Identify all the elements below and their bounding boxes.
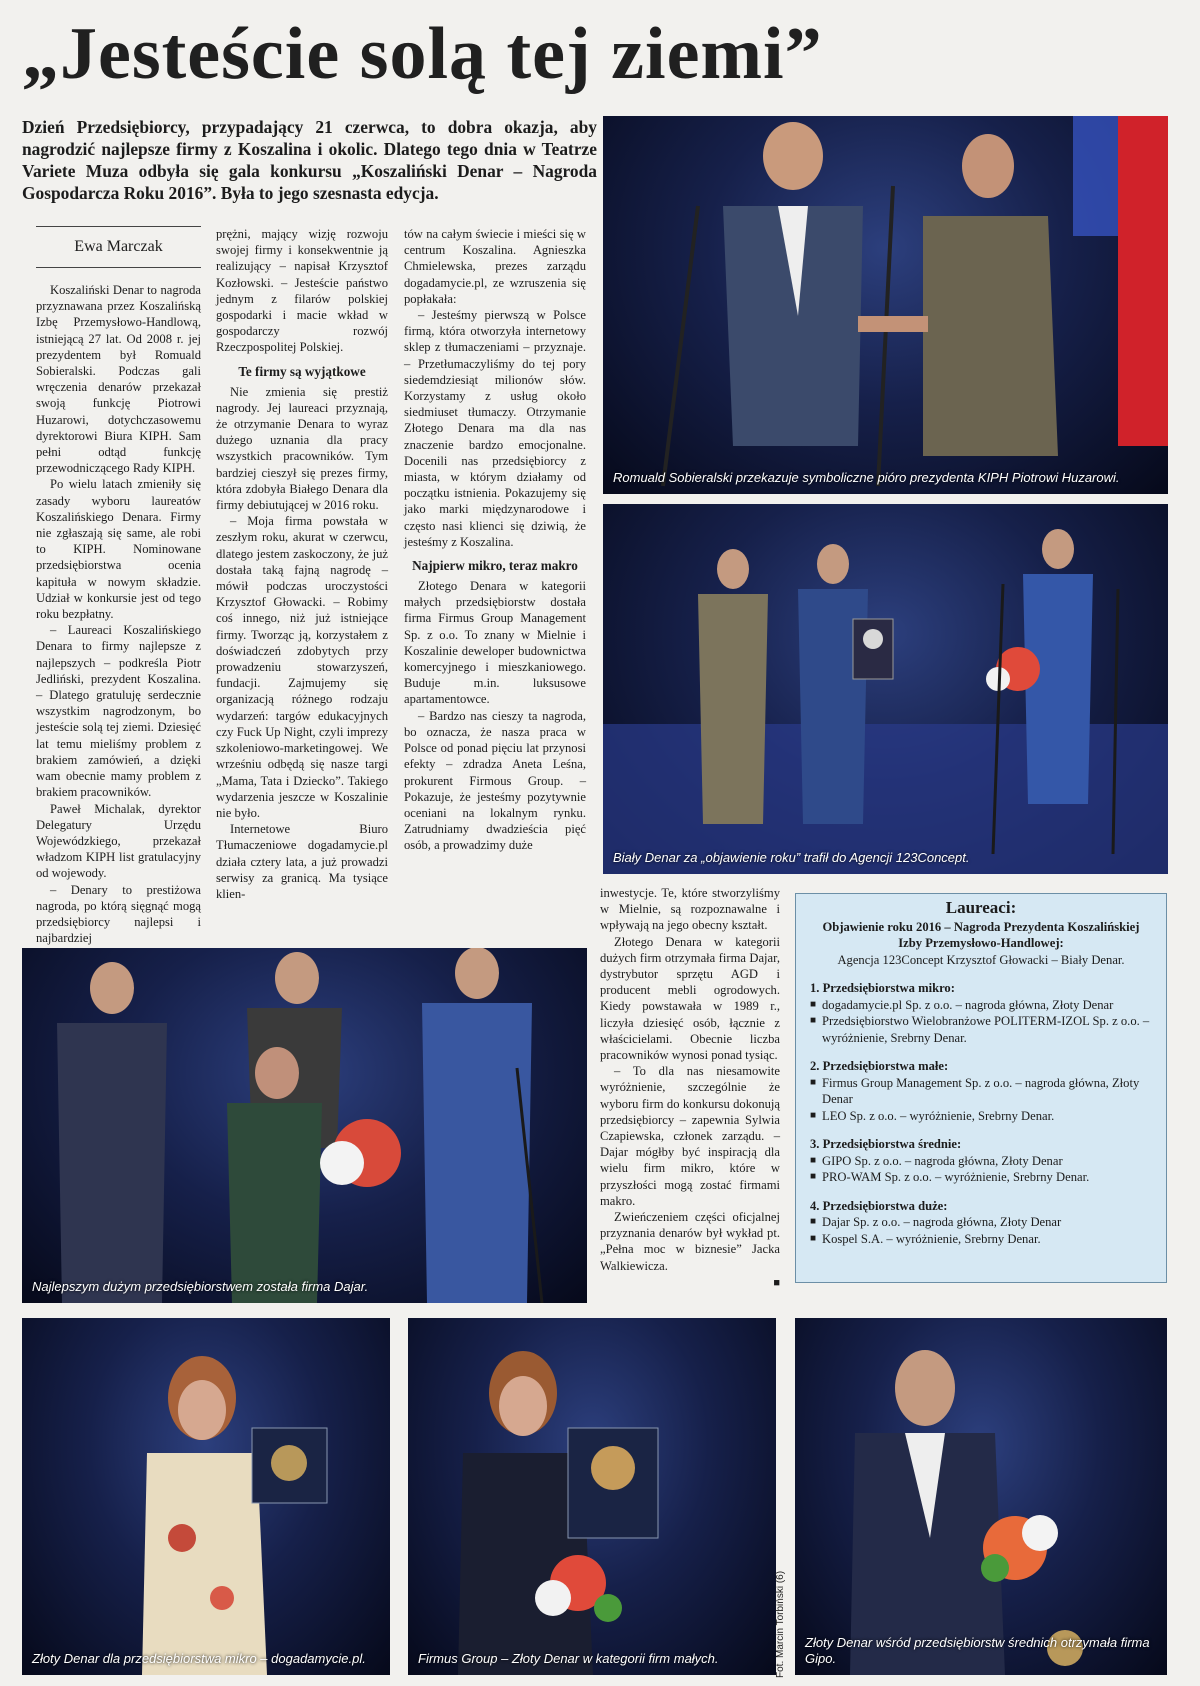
winner-list — [810, 1075, 1152, 1125]
photo-dajar — [22, 948, 587, 1303]
article-column-3 — [404, 226, 586, 854]
photo-mikro — [22, 1318, 390, 1675]
photo-illustration — [22, 948, 587, 1303]
paragraph: inwestycje. Te, które stworzyliśmy w Mielnie, są rozpoznawalne i wpływają na jego obecny kształt. — [600, 886, 780, 933]
paragraph: – Bardzo nas cieszy ta nagroda, bo oznacza, że nasza praca w Polsce od ponad pięciu lat przynosi efekty – zdradza Aneta Leśna, prokurent Firmous Group. – Pokazuje, że jesteśmy pozytywnie oceniani na lokalnym rynku. Zatrudniamy dwadzieścia pięć osób, a prowadzimy duże — [404, 708, 586, 853]
article-column-2 — [216, 226, 388, 902]
end-mark: ■ — [773, 1276, 780, 1289]
photo-credit: Fot. Marcin Torbiński (6) — [775, 1570, 786, 1678]
category-heading: 4. Przedsiębiorstwa duże: — [810, 1198, 948, 1213]
lead-paragraph: Dzień Przedsiębiorcy, przypadający 21 czerwca, to dobra okazja, aby nagrodzić najlepsze firmy z Koszalina i okolic. Dlatego tego dnia w Teatrze Variete Muza odbyła się gala konkursu „Koszaliński Denar – Nagroda Gospodarcza Roku 2016”. Była to jego szesnasta edycja. — [22, 117, 597, 203]
photo-white-denar — [603, 504, 1168, 874]
photo-male — [408, 1318, 776, 1675]
winner-list — [810, 997, 1152, 1047]
paragraph: tów na całym świecie i mieści się w centrum Koszalina. Agnieszka Chmielewska, prezes zarządu dogadamycie.pl, ze wzruszenia się popłakała: — [404, 227, 586, 306]
photo-caption: Najlepszym dużym przedsiębiorstwem została firma Dajar. — [32, 1279, 369, 1294]
winner-item: ■ Kospel S.A. – wyróżnienie, Srebrny Denar. — [810, 1231, 1152, 1248]
paragraph: – Jesteśmy pierwszą w Polsce firmą, która otworzyła internetowy sklep z tłumaczeniami – przyznaje. – Przetłumaczyliśmy do tej pory siedemdziesiąt milionów słów. Korzystamy z usług około siedmiuset tłumaczy. Otrzymanie Złotego Denara ma dla nas znaczenie bardzo emocjonalne. Docenili nas przedsiębiorcy z miasta, w którym działamy od początku istnienia. Pokazujemy się jako marki międzynarodowe i często nasi klienci się dziwią, że jesteśmy z Koszalina. — [404, 308, 586, 549]
photo-illustration — [603, 504, 1168, 874]
subheading: Najpierw mikro, teraz makro — [412, 558, 578, 574]
paragraph: – Denary to prestiżowa nagroda, po którą sięgnąć mogą przedsiębiorcy najlepsi i najbardziej — [36, 882, 201, 946]
paragraph: Nie zmienia się prestiż nagrody. Jej laureaci przyznają, że otrzymanie Denara to wyraz dużego uznania dla pracy wszystkich pracowników. Tym bardziej cieszył się prezes firmy, która zdobyła Białego Denara dla firmy debiutującej w 2016 roku. — [216, 384, 388, 513]
photo-caption: Romuald Sobieralski przekazuje symboliczne pióro prezydenta KIPH Piotrowi Huzarowi. — [613, 470, 1120, 485]
article-column-1 — [36, 282, 201, 946]
headline: „Jesteście solą tej ziemi” — [22, 13, 823, 95]
category-heading: 1. Przedsiębiorstwa mikro: — [810, 981, 955, 995]
article-column-4 — [600, 885, 780, 1291]
laureaci-subtitle: Objawienie roku 2016 – Nagroda Prezydenta Koszalińskiej Izby Przemysłowo-Handlowej: — [822, 919, 1140, 950]
photo-caption: Złoty Denar wśród przedsiębiorstw średnich otrzymała firma Gipo. — [805, 1635, 1150, 1666]
winner-item: ■ GIPO Sp. z o.o. – nagroda główna, Złoty Denar — [810, 1153, 1152, 1170]
paragraph: Złotego Denara w kategorii dużych firm otrzymała firma Dajar, dystrybutor sprzętu AGD i producent mebli ogrodowych. Kiedy powstawała w 1989 r., liczyła dziesięć osób, łącznie z właścicielami. Obecnie liczba pracowników wynosi ponad tysiąc. — [600, 934, 780, 1063]
winner-list — [810, 1153, 1152, 1186]
laureaci-box — [795, 893, 1167, 1283]
photo-srednie — [795, 1318, 1167, 1675]
photo-caption: Biały Denar za „objawienie roku” trafił do Agencji 123Concept. — [613, 850, 970, 865]
winner-item: ■ LEO Sp. z o.o. – wyróżnienie, Srebrny Denar. — [810, 1108, 1152, 1125]
paragraph: – Laureaci Koszalińskiego Denara to firmy najlepsze z najlepszych – podkreśla Piotr Jedliński, prezydent Koszalina. – Dlatego gratuluję serdecznie wszystkim nagrodzonym, bo jesteście solą tej ziemi. Dziesięć lat temu mieliśmy problem z brakiem zamówień, a dzięki wam obecnie mamy problem z brakiem pracowników. — [36, 623, 201, 800]
paragraph: Internetowe Biuro Tłumaczeniowe dogadamycie.pl działa cztery lata, a już prowadzi serwisy za granicą. Ma tysiące klien- — [216, 822, 388, 901]
photo-caption: Złoty Denar dla przedsiębiorstwa mikro – dogadamycie.pl. — [32, 1651, 366, 1666]
laureaci-title: Laureaci: — [945, 898, 1017, 917]
paragraph: Złotego Denara w kategorii małych przedsiębiorstw dostała firma Firmus Group Management Sp. z o.o. To znany w Mielnie i Koszalinie deweloper budownictwa komercyjnego i mieszkaniowego. Buduje m.in. luksusowe apartamentowce. — [404, 579, 586, 707]
photo-illustration — [603, 116, 1168, 494]
subheading: Te firmy są wyjątkowe — [238, 363, 366, 379]
paragraph: prężni, mający wizję rozwoju swojej firmy i konsekwentnie ją realizujący – napisał Krzysztof Kozłowski. – Jesteście państwo jednym z filarów polskiej gospodarki i macie wkład w gospodarczy rozwój Rzeczpospolitej Polskiej. — [216, 227, 388, 355]
author-name: Ewa Marczak — [74, 238, 163, 255]
winner-item: ■ Dajar Sp. z o.o. – nagroda główna, Złoty Denar — [810, 1214, 1152, 1231]
photo-caption: Firmus Group – Złoty Denar w kategorii firm małych. — [418, 1651, 719, 1666]
photo-illustration — [22, 1318, 390, 1675]
photo-illustration — [795, 1318, 1167, 1675]
winner-item: ■ PRO-WAM Sp. z o.o. – wyróżnienie, Srebrny Denar. — [810, 1169, 1152, 1186]
photo-handshake — [603, 116, 1168, 494]
paragraph: Po wielu latach zmieniły się zasady wyboru laureatów Koszalińskiego Denara. Firmy nie zgłaszają się same, ale robi to KIPH. Nominowane przedsiębiorstwa ocenia kapituła w nowym składzie. Udział w konkursie jest od tego roku bezpłatny. — [36, 477, 201, 622]
author-byline — [36, 226, 201, 268]
winner-list — [810, 1214, 1152, 1247]
winner-item: ■ Przedsiębiorstwo Wielobranżowe POLITERM-IZOL Sp. z o.o. – wyróżnienie, Srebrny Denar. — [810, 1013, 1152, 1046]
category-heading: 2. Przedsiębiorstwa małe: — [810, 1059, 949, 1073]
paragraph: Koszaliński Denar to nagroda przyznawana przez Koszalińską Izbę Przemysłowo-Handlową, istniejącą 27 lat. Od 2008 r. jej prezydentem był Romuald Sobieralski. Podczas gali wręczenia denarów przekazał swoją funkcję Piotrowi Huzarowi, dotychczasowemu dyrektorowi Biura KIPH. Sam pełni odtąd funkcję przewodniczącego Rady KIPH. — [36, 283, 201, 476]
winner-item: ■ Firmus Group Management Sp. z o.o. – nagroda główna, Złoty Denar — [810, 1075, 1152, 1108]
photo-illustration — [408, 1318, 776, 1675]
winner-item: ■ dogadamycie.pl Sp. z o.o. – nagroda główna, Złoty Denar — [810, 997, 1152, 1014]
category-heading: 3. Przedsiębiorstwa średnie: — [810, 1137, 962, 1151]
paragraph: Zwieńczeniem części oficjalnej przyznania denarów był wykład pt. „Pełna moc w biznesie” Jacka Walkiewicza. — [600, 1210, 780, 1273]
paragraph: – To dla nas niesamowite wyróżnienie, szczególnie że wyboru firm do konkursu dokonują przedsiębiorcy – zapewnia Sylwia Czapiewska, członek zarządu. – Dajar mógłby być inspiracją dla wielu firm mikro, które w przyszłości mogą zostać firmami makro. — [600, 1064, 780, 1208]
laureaci-agency: Agencja 123Concept Krzysztof Głowacki – Biały Denar. — [837, 952, 1125, 967]
paragraph: – Moja firma powstała w zeszłym roku, akurat w czerwcu, dlatego jestem zaskoczony, że już dostała taką fajną nagrodę – mówił podczas uroczystości Krzysztof Głowacki. – Robimy coś innego, niż już istniejące firmy. Tworząc ją, korzystałem z doświadczeń zdobytych przy prowadzeniu stowarzyszeń, fundacji. Zajmujemy się organizacją różnego rodzaju wydarzeń: targów edukacyjnych czy Fuck Up Night, czyli imprezy szkoleniowo-marketingowej. We wrześniu odbędą się nasze targi „Mama, Tata i Dziecko”. Takiego wydarzenia jeszcze w Koszalinie nie było. — [216, 514, 388, 820]
paragraph: Paweł Michalak, dyrektor Delegatury Urzędu Wojewódzkiego, przekazał władzom KIPH list gratulacyjny od wojewody. — [36, 801, 201, 881]
